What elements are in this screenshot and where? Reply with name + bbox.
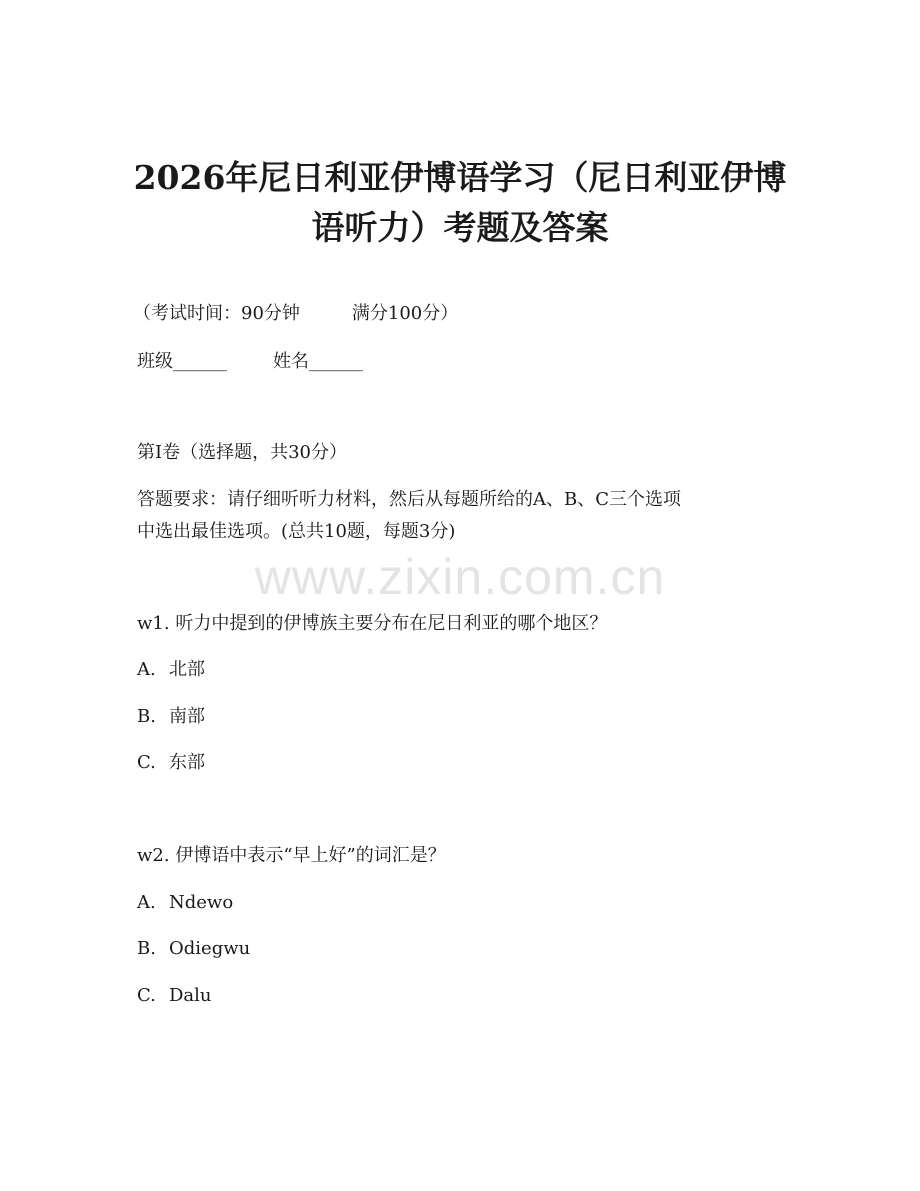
question-1-option-c bbox=[137, 750, 205, 776]
option-text: Dalu bbox=[169, 985, 212, 1006]
question-text: 听力中提到的伊博族主要分布在尼日利亚的哪个地区？ bbox=[175, 613, 608, 634]
option-letter: B. bbox=[137, 706, 156, 727]
option-text: Ndewo bbox=[169, 892, 234, 913]
option-text: 东部 bbox=[169, 752, 205, 773]
question-number: w2. bbox=[137, 845, 170, 866]
option-letter: B. bbox=[137, 938, 156, 959]
question-1-option-b bbox=[137, 704, 205, 730]
document-title-line1: 2026年尼日利亚伊博语学习（尼日利亚伊博 bbox=[133, 158, 787, 197]
question-2 bbox=[137, 843, 446, 869]
watermark-text: www.zixin.com.cn bbox=[254, 549, 666, 605]
option-letter: C. bbox=[137, 752, 156, 773]
exam-time: （考试时间：90分钟 bbox=[133, 303, 300, 324]
exam-info bbox=[133, 301, 458, 327]
question-1 bbox=[137, 611, 607, 637]
question-2-option-a bbox=[137, 890, 233, 916]
option-letter: C. bbox=[137, 985, 156, 1006]
class-field-label: 班级______ bbox=[137, 351, 227, 372]
option-text: Odiegwu bbox=[169, 938, 251, 959]
option-text: 南部 bbox=[169, 706, 205, 727]
option-text: 北部 bbox=[169, 659, 205, 680]
name-field-label: 姓名______ bbox=[273, 351, 363, 372]
question-1-option-a bbox=[137, 657, 205, 683]
exam-score: 满分100分） bbox=[351, 303, 459, 324]
option-letter: A. bbox=[137, 892, 156, 913]
document-title-line2: 语听力）考题及答案 bbox=[311, 208, 609, 247]
question-2-option-b bbox=[137, 936, 250, 962]
instruction-line2: 中选出最佳选项。(总共10题，每题3分) bbox=[137, 521, 456, 542]
student-info bbox=[137, 349, 363, 375]
question-number: w1. bbox=[137, 613, 170, 634]
question-text: 伊博语中表示“早上好”的词汇是？ bbox=[175, 845, 446, 866]
option-letter: A. bbox=[137, 659, 156, 680]
section-heading: 第I卷（选择题，共30分） bbox=[137, 442, 348, 463]
instruction-line1: 答题要求：请仔细听听力材料，然后从每题所给的A、B、C三个选项 bbox=[137, 489, 681, 510]
question-2-option-c bbox=[137, 983, 212, 1009]
